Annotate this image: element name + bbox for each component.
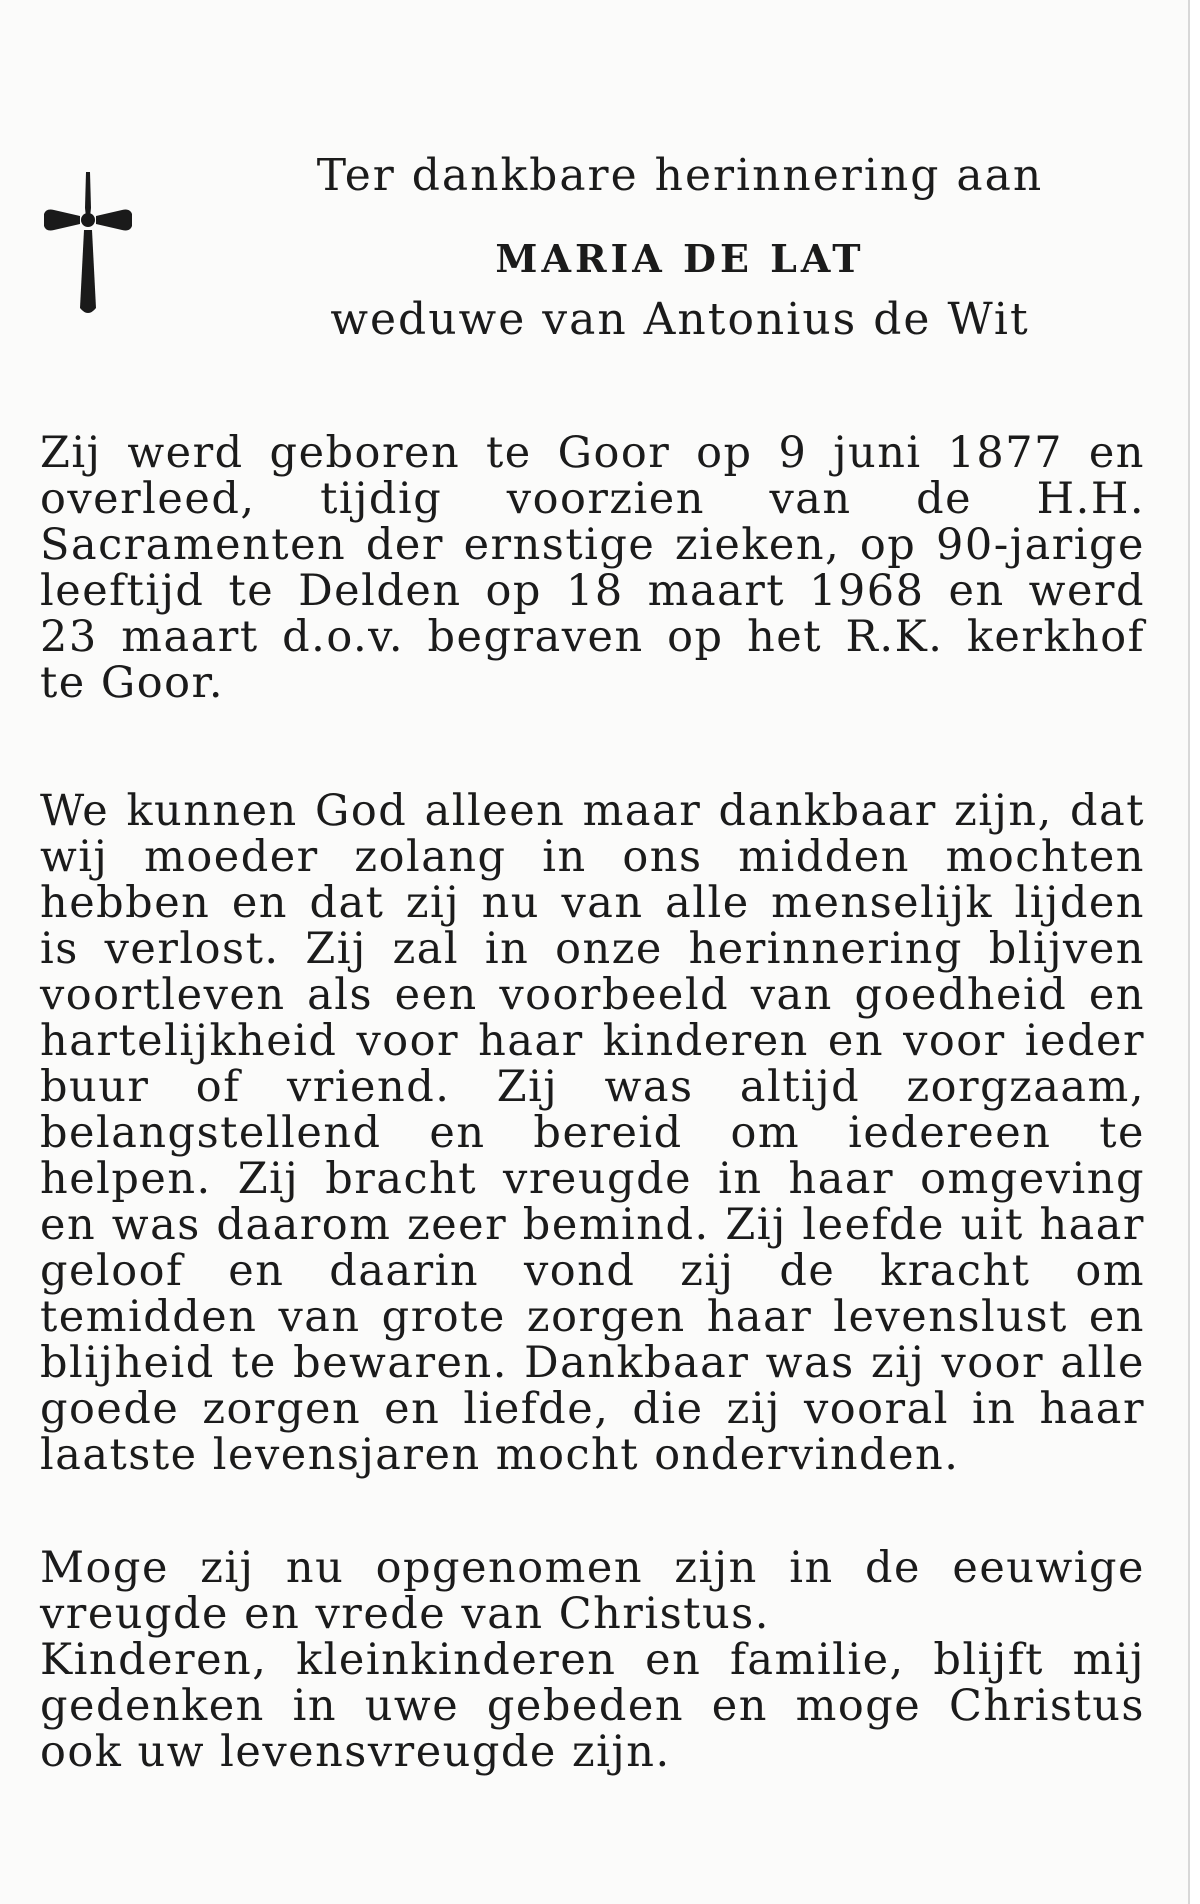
deceased-name: MARIA DE LAT bbox=[495, 236, 865, 281]
cross-icon bbox=[40, 168, 136, 318]
remembrance-paragraph: We kunnen God alleen maar dankbaar zijn, dat wij moeder zolang in ons midden mochten hebben en dat zij nu van alle menselijk lijden is verlost. Zij zal in onze herinnering blijven voortleven als een voorbeeld van goedheid en hartelijkheid voor haar kinderen en voor ieder buur of vriend. Zij was altijd zorgzaam, belangstellend en bereid om iedereen te helpen. Zij bracht vreugde in haar omgeving en was daarom zeer bemind. Zij leefde uit haar geloof en daarin vond zij de kracht om temidden van grote zorgen haar levenslust en blijheid te bewaren. Dankbaar was zij voor alle goede zorgen en liefde, die zij vooral in haar laatste levensjaren mocht ondervinden. bbox=[40, 786, 1145, 1480]
family-request-paragraph: Kinderen, kleinkinderen en familie, blijft mij gedenken in uwe gebeden en moge Christus ook uw levensvreugde zijn. bbox=[40, 1635, 1145, 1777]
prayer-paragraph: Moge zij nu opgenomen zijn in de eeuwige vreugde en vrede van Christus. bbox=[40, 1543, 1145, 1639]
card-intro: Ter dankbare herinnering aan bbox=[316, 150, 1044, 201]
widow-of-line: weduwe van Antonius de Wit bbox=[330, 294, 1030, 345]
biography-paragraph: Zij werd geboren te Goor op 9 juni 1877 en overleed, tijdig voorzien van de H.H. Sacramenten der ernstige zieken, op 90-jarige leeftijd te Delden op 18 maart 1968 en werd 23 maart d.o.v. begraven op het R.K. kerkhof te Goor. bbox=[40, 428, 1145, 708]
card-edge bbox=[1190, 0, 1200, 1904]
